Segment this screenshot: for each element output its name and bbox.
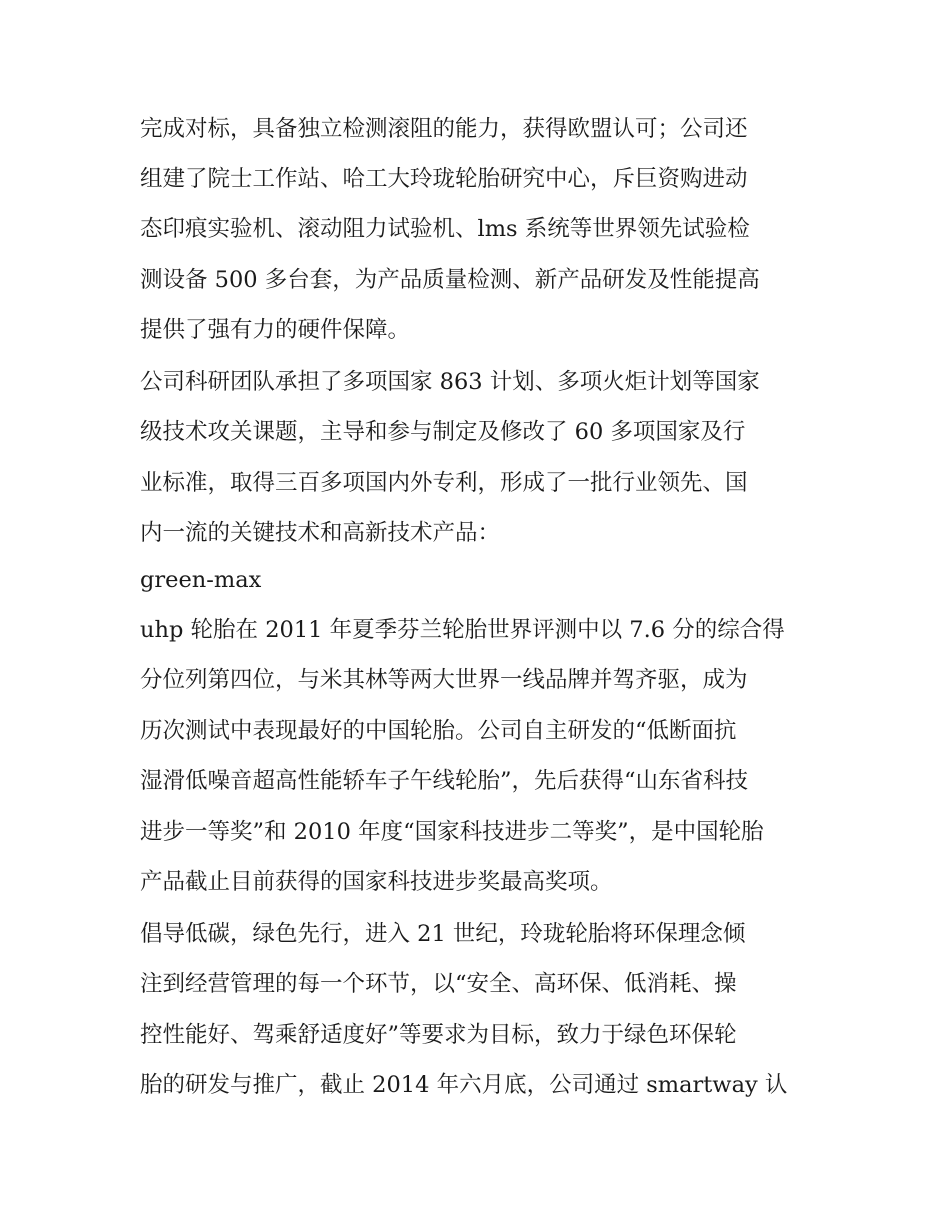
text-line: 倡导低碳，绿色先行，进入 21 世纪，玲珑轮胎将环保理念倾 xyxy=(140,921,746,947)
text-line: 历次测试中表现最好的中国轮胎。公司自主研发的“低断面抗 xyxy=(140,718,737,744)
text-line: 组建了院士工作站、哈工大玲珑轮胎研究中心，斥巨资购进动 xyxy=(140,166,748,192)
text-line: green-max xyxy=(140,567,262,593)
text-line: 进步一等奖”和 2010 年度“国家科技进步二等奖”，是中国轮胎 xyxy=(140,819,764,845)
text-line: 态印痕实验机、滚动阻力试验机、lms 系统等世界领先试验检 xyxy=(140,216,750,242)
text-line: uhp 轮胎在 2011 年夏季芬兰轮胎世界评测中以 7.6 分的综合得 xyxy=(140,617,785,643)
text-line: 湿滑低噪音超高性能轿车子午线轮胎”，先后获得“山东省科技 xyxy=(140,768,749,794)
text-line: 完成对标，具备独立检测滚阻的能力，获得欧盟认可；公司还 xyxy=(140,116,748,142)
text-line: 级技术攻关课题，主导和参与制定及修改了 60 多项国家及行 xyxy=(140,419,746,445)
text-line: 公司科研团队承担了多项国家 863 计划、多项火炬计划等国家 xyxy=(140,369,760,395)
text-line: 测设备 500 多台套，为产品质量检测、新产品研发及性能提高 xyxy=(140,267,760,293)
text-line: 内一流的关键技术和高新技术产品： xyxy=(140,520,501,546)
text-line: 控性能好、驾乘舒适度好”等要求为目标，致力于绿色环保轮 xyxy=(140,1022,737,1048)
text-line: 业标准，取得三百多项国内外专利，形成了一批行业领先、国 xyxy=(140,470,748,496)
text-line: 注到经营管理的每一个环节，以“安全、高环保、低消耗、操 xyxy=(140,971,737,997)
text-line: 提供了强有力的硬件保障。 xyxy=(140,317,411,343)
text-line: 产品截止目前获得的国家科技进步奖最高奖项。 xyxy=(140,869,613,895)
text-line: 分位列第四位，与米其林等两大世界一线品牌并驾齐驱，成为 xyxy=(140,667,748,693)
text-line: 胎的研发与推广，截止 2014 年六月底，公司通过 smartway 认 xyxy=(140,1072,788,1098)
